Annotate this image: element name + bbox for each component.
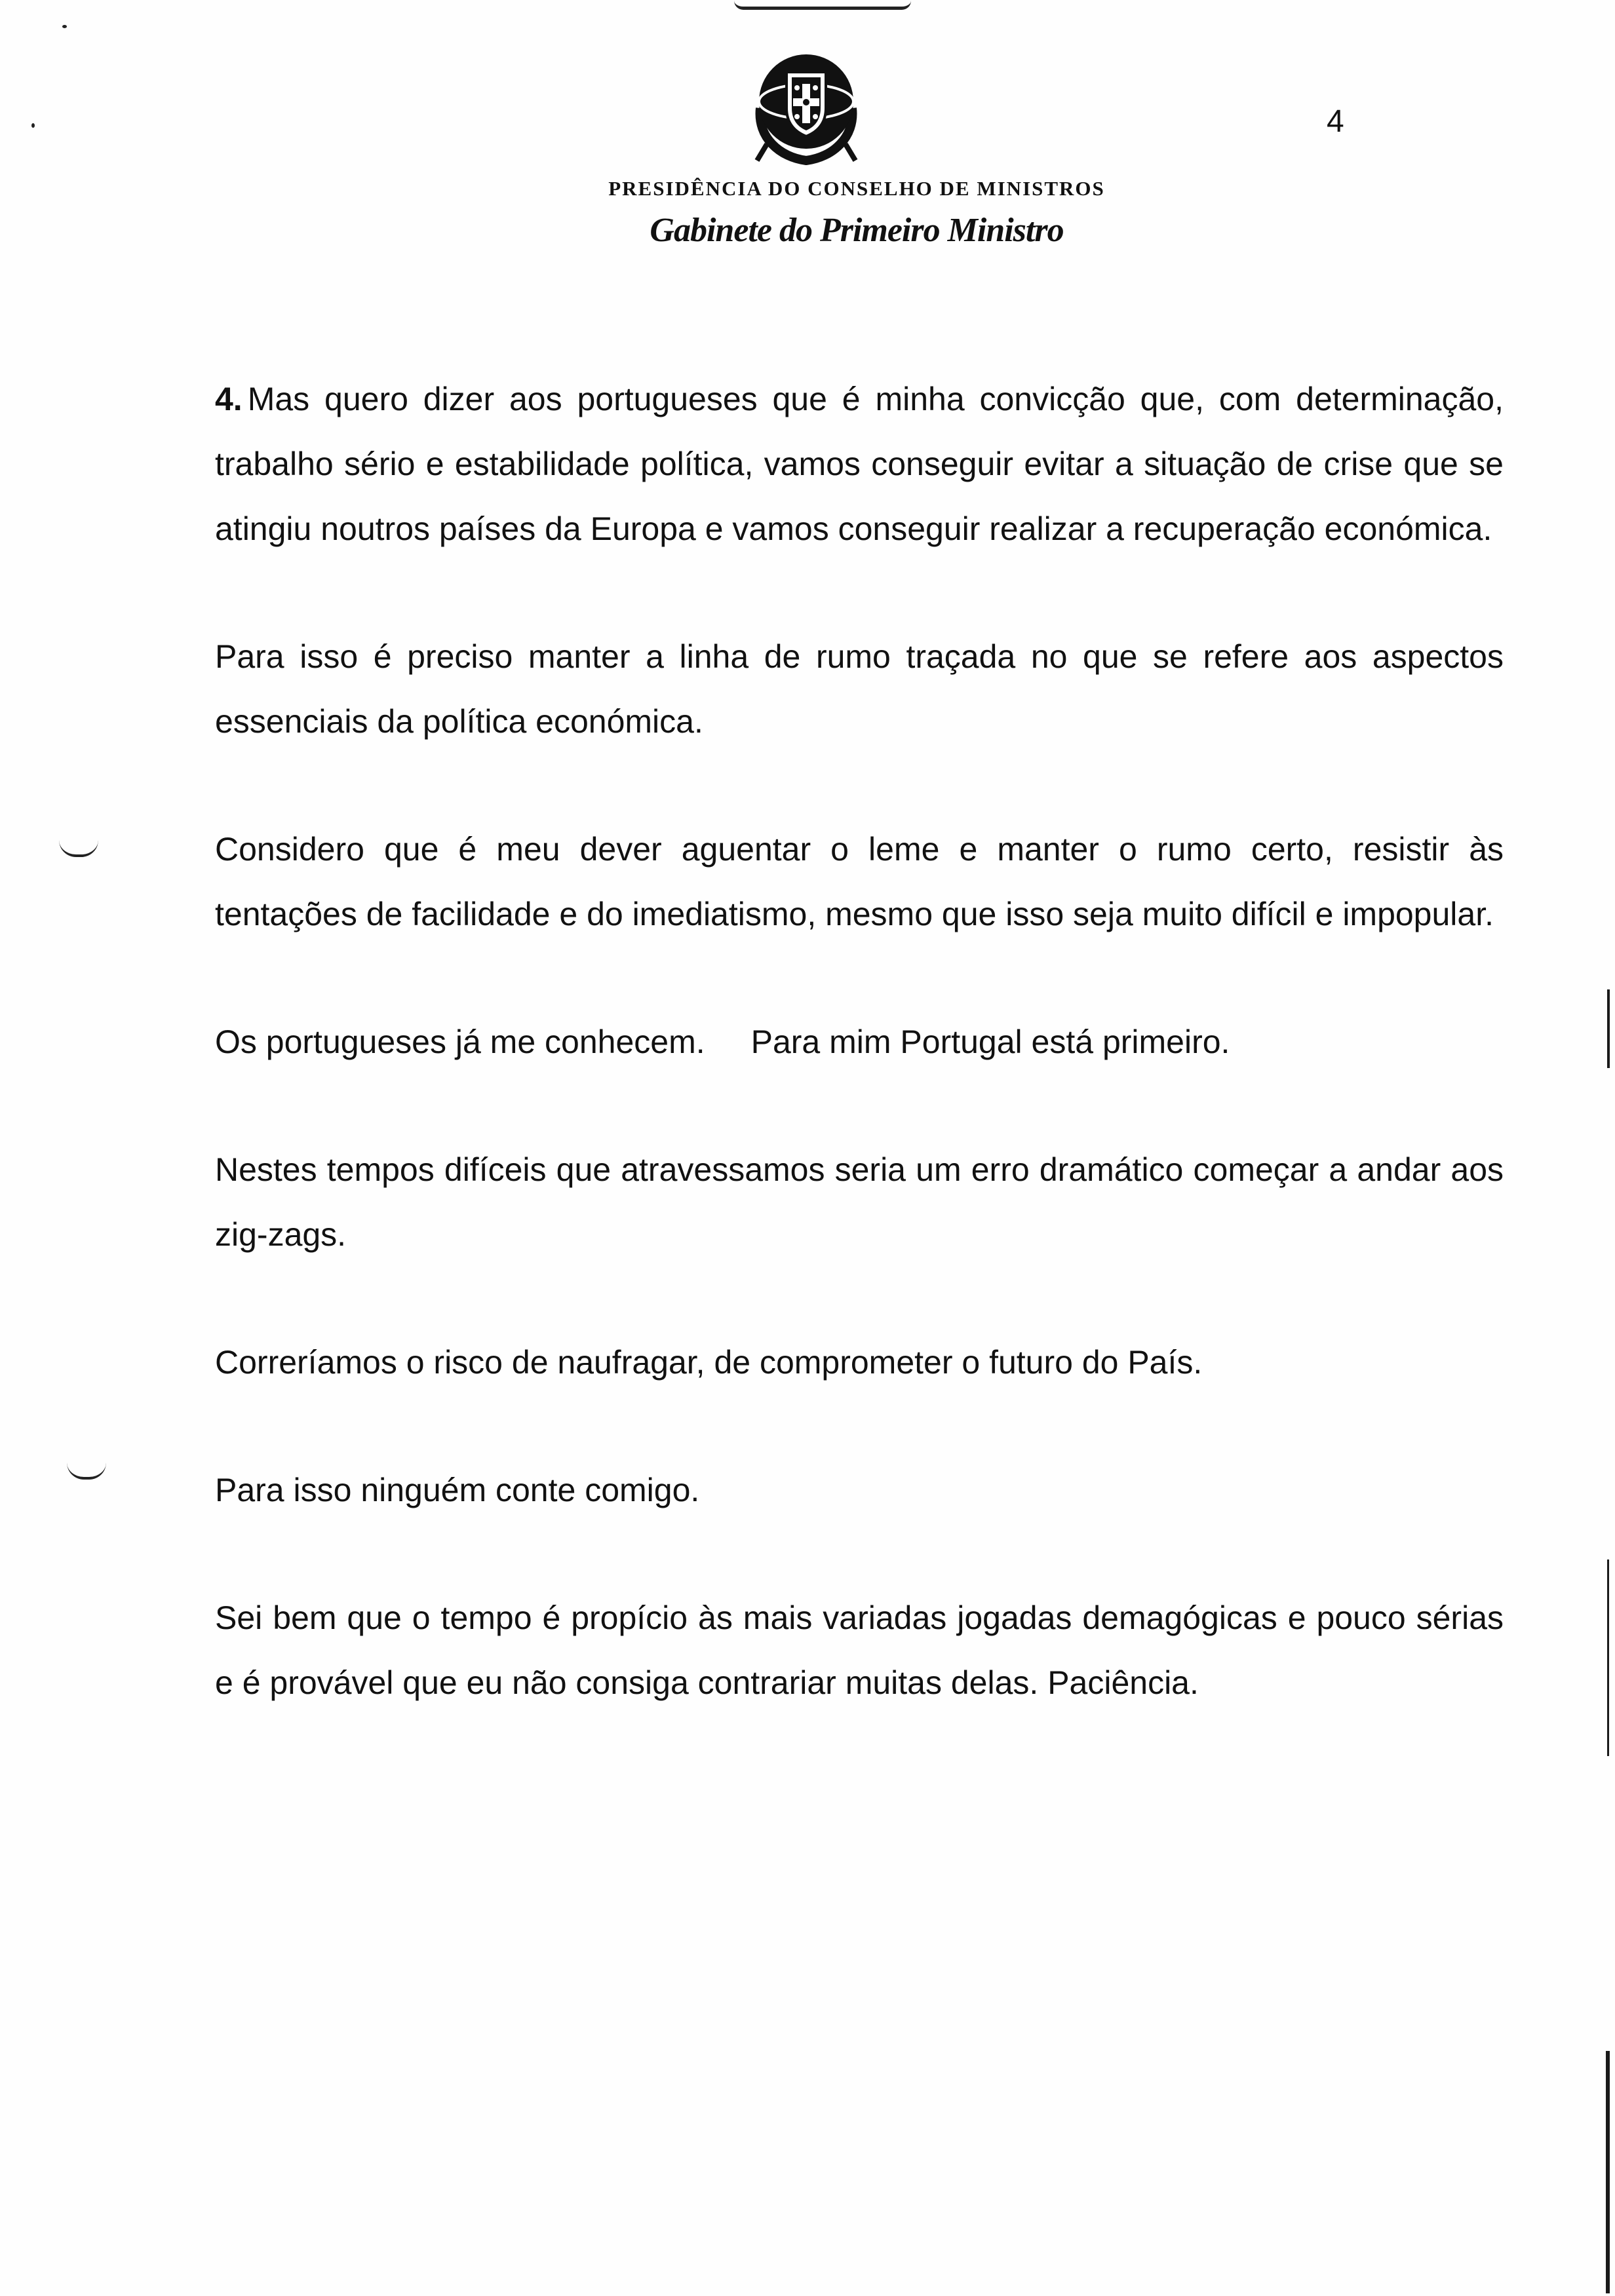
paragraph-text: Mas quero dizer aos portugueses que é minha convicção que, com determinação, trabalho sério e estabilidade política, vamos conseguir evitar a situação de crise que se atingiu noutros países da Europa e vamos conseguir realizar a recuperação económica. [215,381,1504,547]
scan-top-rule [734,0,911,10]
page-number: 4 [1327,104,1344,139]
paragraph: Correríamos o risco de naufragar, de comprometer o futuro do País. [215,1344,1203,1381]
paragraph: Para isso é preciso manter a linha de rumo traçada no que se refere aos aspectos essenciais da política económica. [215,638,1504,740]
paragraph: Nestes tempos difíceis que atravessamos seria um erro dramático começar a andar aos zig-zags. [215,1151,1504,1253]
document-body [215,367,1504,1715]
scan-speck [62,25,67,28]
paragraph-text: Os portugueses já me conhecem. [215,1024,705,1060]
paragraph: Considero que é meu dever aguentar o leme e manter o rumo certo, resistir às tentações de facilidade e do imediatismo, mesmo que isso seja muito difícil e impopular. [215,831,1504,932]
scan-edge-line [1607,989,1610,1068]
paragraph: Para isso ninguém conte comigo. [215,1472,700,1508]
margin-mark [67,1463,106,1480]
item-number: 4. [215,381,243,417]
paragraph-text: Para mim Portugal está primeiro. [750,1024,1230,1060]
office-name: Gabinete do Primeiro Ministro [650,212,1064,249]
paragraph [215,1010,1504,1075]
organization-name: PRESIDÊNCIA DO CONSELHO DE MINISTROS [608,177,1105,200]
margin-mark [59,840,98,857]
paragraph [215,367,1504,562]
scan-edge-line [1606,2051,1610,2293]
coat-of-arms-icon [741,46,872,167]
scan-edge-line [1607,1559,1609,1756]
paragraph: Sei bem que o tempo é propício às mais variadas jogadas demagógicas e pouco sérias e é provável que eu não consiga contrariar muitas delas. Paciência. [215,1599,1504,1701]
scan-speck [31,123,35,128]
